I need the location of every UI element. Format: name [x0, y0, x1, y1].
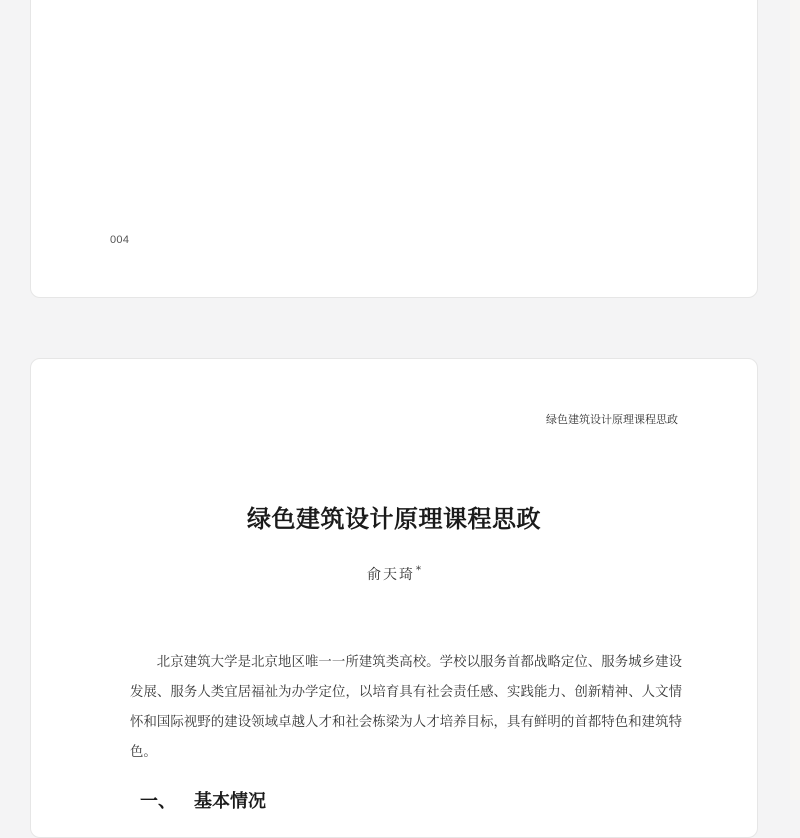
section-heading — [140, 787, 266, 813]
body-paragraph: 北京建筑大学是北京地区唯一一所建筑类高校。学校以服务首都战略定位、服务城乡建设发展、服务人类宜居福祉为办学定位，以培育具有社会责任感、实践能力、创新精神、人文情怀和国际视野的建设领域卓越人才和社会栋梁为人才培养目标，具有鲜明的首都特色和建筑特色。 — [130, 655, 682, 760]
scrollbar-track[interactable] — [790, 0, 800, 800]
section-number: 一、 — [140, 791, 176, 812]
running-header: 绿色建筑设计原理课程思政 — [546, 413, 678, 426]
author-name: 俞天琦 — [367, 567, 415, 583]
document-title: 绿色建筑设计原理课程思政 — [247, 504, 541, 533]
author-footnote-mark: * — [416, 565, 421, 577]
author-line — [31, 564, 757, 584]
page-number: 004 — [110, 234, 130, 246]
section-title: 基本情况 — [194, 791, 266, 812]
document-page-previous — [30, 0, 758, 298]
document-page-current — [30, 358, 758, 838]
